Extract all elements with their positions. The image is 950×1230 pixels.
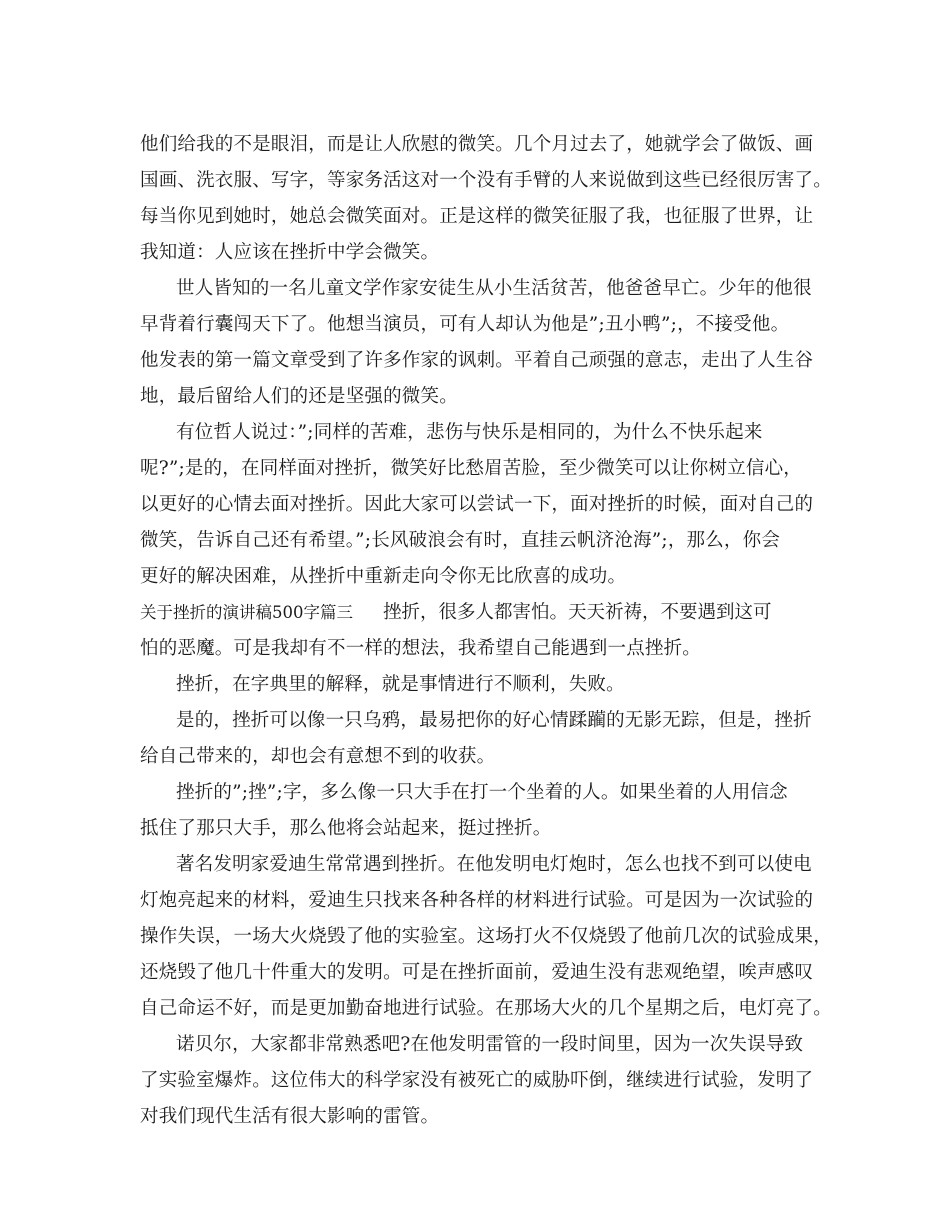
paragraph-line: 他发表的第一篇文章受到了许多作家的讽刺。平着自己顽强的意志，走出了人生谷 xyxy=(140,350,814,371)
section-heading: 关于挫折的演讲稿500字篇三 xyxy=(140,603,353,622)
paragraph-line: 抵住了那只大手，那么他将会站起来，挺过挫折。 xyxy=(140,818,552,839)
section-title-line xyxy=(140,596,772,630)
paragraph-line: 微笑，告诉自己还有希望。”;长风破浪会有时，直挂云帆济沧海”;，那么，你会 xyxy=(140,530,781,551)
paragraph-line: 国画、洗衣服、写字，等家务活这对一个没有手臂的人来说做到这些已经很厉害了。 xyxy=(140,170,832,191)
paragraph-line: 以更好的心情去面对挫折。因此大家可以尝试一下，面对挫折的时候，面对自己的 xyxy=(140,494,814,515)
paragraph-line: 自己命运不好，而是更加勤奋地进行试验。在那场大火的几个星期之后，电灯亮了。 xyxy=(140,998,832,1019)
paragraph-line: 呢?”;是的，在同样面对挫折，微笑好比愁眉苦脸，至少微笑可以让你树立信心， xyxy=(140,458,803,479)
paragraph-line: 对我们现代生活有很大影响的雷管。 xyxy=(140,1106,440,1127)
paragraph-line: 怕的恶魔。可是我却有不一样的想法，我希望自己能遇到一点挫折。 xyxy=(140,638,702,659)
paragraph-line: 操作失误，一场大火烧毁了他的实验室。这场打火不仅烧毁了他前几次的试验成果， xyxy=(140,926,832,947)
paragraph-line: 有位哲人说过：”;同样的苦难，悲伤与快乐是相同的，为什么不快乐起来 xyxy=(176,422,763,443)
paragraph-line: 诺贝尔，大家都非常熟悉吧?在他发明雷管的一段时间里，因为一次失误导致 xyxy=(176,1034,804,1055)
paragraph-line: 世人皆知的一名儿童文学作家安徒生从小生活贫苦，他爸爸早亡。少年的他很 xyxy=(176,278,812,299)
paragraph-line: 给自己带来的，却也会有意想不到的收获。 xyxy=(140,746,496,767)
paragraph-line: 挫折的”;挫”;字，多么像一只大手在打一个坐着的人。如果坐着的人用信念 xyxy=(176,782,788,803)
paragraph-line: 早背着行囊闯天下了。他想当演员，可有人却认为他是”;丑小鸭”;，不接受他。 xyxy=(140,314,790,335)
paragraph-line: 挫折，很多人都害怕。天天祈祷，不要遇到这可 xyxy=(383,602,772,623)
paragraph-line: 了实验室爆炸。这位伟大的科学家没有被死亡的威胁吓倒，继续进行试验，发明了 xyxy=(140,1070,814,1091)
paragraph-line: 著名发明家爱迪生常常遇到挫折。在他发明电灯炮时，怎么也找不到可以使电 xyxy=(176,854,812,875)
paragraph-line: 还烧毁了他几十件重大的发明。可是在挫折面前，爱迪生没有悲观绝望，唉声感叹 xyxy=(140,962,814,983)
paragraph-line: 更好的解决困难，从挫折中重新走向令你无比欣喜的成功。 xyxy=(140,566,627,587)
paragraph-line: 我知道：人应该在挫折中学会微笑。 xyxy=(140,242,440,263)
paragraph-line: 是的，挫折可以像一只乌鸦，最易把你的好心情蹂躏的无影无踪，但是，挫折 xyxy=(176,710,812,731)
paragraph-line: 地，最后留给人们的还是坚强的微笑。 xyxy=(140,386,458,407)
paragraph-line: 每当你见到她时，她总会微笑面对。正是这样的微笑征服了我，也征服了世界，让 xyxy=(140,206,814,227)
paragraph-line: 灯炮亮起来的材料，爱迪生只找来各种各样的材料进行试验。可是因为一次试验的 xyxy=(140,890,814,911)
paragraph-line: 挫折，在字典里的解释，就是事情进行不顺利，失败。 xyxy=(176,674,625,695)
paragraph-line: 他们给我的不是眼泪，而是让人欣慰的微笑。几个月过去了，她就学会了做饭、画 xyxy=(140,134,814,155)
